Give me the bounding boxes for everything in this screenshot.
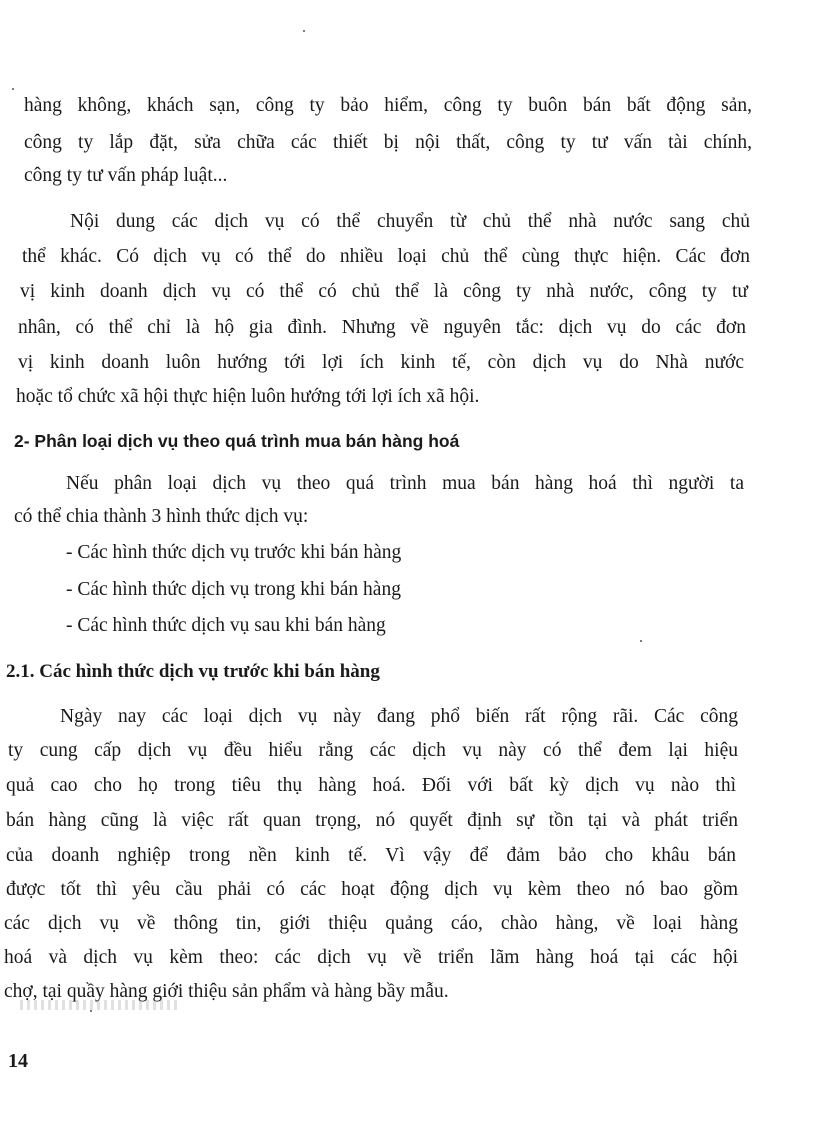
scan-speck xyxy=(12,88,14,90)
section-2-1-line-2: ty cung cấp dịch vụ đều hiểu rằng các dịch vụ này có thể đem lại hiệu xyxy=(8,740,738,761)
section-2-1-line-6: được tốt thì yêu cầu phải có các hoạt động dịch vụ kèm theo nó bao gồm xyxy=(6,879,738,900)
paragraph-1-line-1: hàng không, khách sạn, công ty bảo hiểm, công ty buôn bán bất động sản, xyxy=(24,95,752,116)
paragraph-2-line-4: nhân, có thể chỉ là hộ gia đình. Nhưng về nguyên tắc: dịch vụ do các đơn xyxy=(18,317,746,338)
section-2-intro-line-1: Nếu phân loại dịch vụ theo quá trình mua bán hàng hoá thì người ta xyxy=(66,473,744,494)
scan-speck xyxy=(303,30,305,32)
section-2-intro-line-2: có thể chia thành 3 hình thức dịch vụ: xyxy=(14,506,309,527)
section-2-1-line-5: của doanh nghiệp trong nền kinh tế. Vì vậy để đảm bảo cho khâu bán xyxy=(6,845,736,866)
section-2-1-line-3: quả cao cho họ trong tiêu thụ hàng hoá. Đối với bất kỳ dịch vụ nào thì xyxy=(6,775,736,796)
section-2-1-line-7: các dịch vụ về thông tin, giới thiệu quảng cáo, chào hàng, về loại hàng xyxy=(4,913,738,934)
page-number: 14 xyxy=(8,1050,28,1072)
section-2-1-line-9: chợ, tại quầy hàng giới thiệu sản phẩm và hàng bầy mẫu. xyxy=(4,981,449,1002)
section-2-1-line-4: bán hàng cũng là việc rất quan trọng, nó quyết định sự tồn tại và phát triển xyxy=(6,810,738,831)
bullet-during-sale: - Các hình thức dịch vụ trong khi bán hàng xyxy=(66,579,401,600)
scan-speck xyxy=(90,1010,92,1012)
bullet-before-sale: - Các hình thức dịch vụ trước khi bán hàng xyxy=(66,542,402,563)
paragraph-2-line-2: thể khác. Có dịch vụ có thể do nhiều loại chủ thể cùng thực hiện. Các đơn xyxy=(22,246,750,267)
scan-bleed-artifact xyxy=(20,1000,180,1010)
paragraph-1-line-3: công ty tư vấn pháp luật... xyxy=(24,165,228,186)
section-2-1-line-1: Ngày nay các loại dịch vụ này đang phổ biến rất rộng rãi. Các công xyxy=(60,706,738,727)
paragraph-1-line-2: công ty lắp đặt, sửa chữa các thiết bị nội thất, công ty tư vấn tài chính, xyxy=(24,132,752,153)
paragraph-2-line-6: hoặc tổ chức xã hội thực hiện luôn hướng tới lợi ích xã hội. xyxy=(16,386,480,407)
bullet-after-sale: - Các hình thức dịch vụ sau khi bán hàng xyxy=(66,615,386,636)
paragraph-2-line-3: vị kinh doanh dịch vụ có thể có chủ thể là công ty nhà nước, công ty tư xyxy=(20,281,748,302)
paragraph-2-line-1: Nội dung các dịch vụ có thể chuyển từ chủ thể nhà nước sang chủ xyxy=(70,211,750,232)
section-2-1-heading: 2.1. Các hình thức dịch vụ trước khi bán hàng xyxy=(6,661,380,682)
section-2-1-line-8: hoá và dịch vụ kèm theo: các dịch vụ về triển lãm hàng hoá tại các hội xyxy=(4,947,738,968)
section-2-heading: 2- Phân loại dịch vụ theo quá trình mua bán hàng hoá xyxy=(14,431,460,451)
scan-speck xyxy=(640,640,642,642)
paragraph-2-line-5: vị kinh doanh luôn hướng tới lợi ích kinh tế, còn dịch vụ do Nhà nước xyxy=(18,352,744,373)
